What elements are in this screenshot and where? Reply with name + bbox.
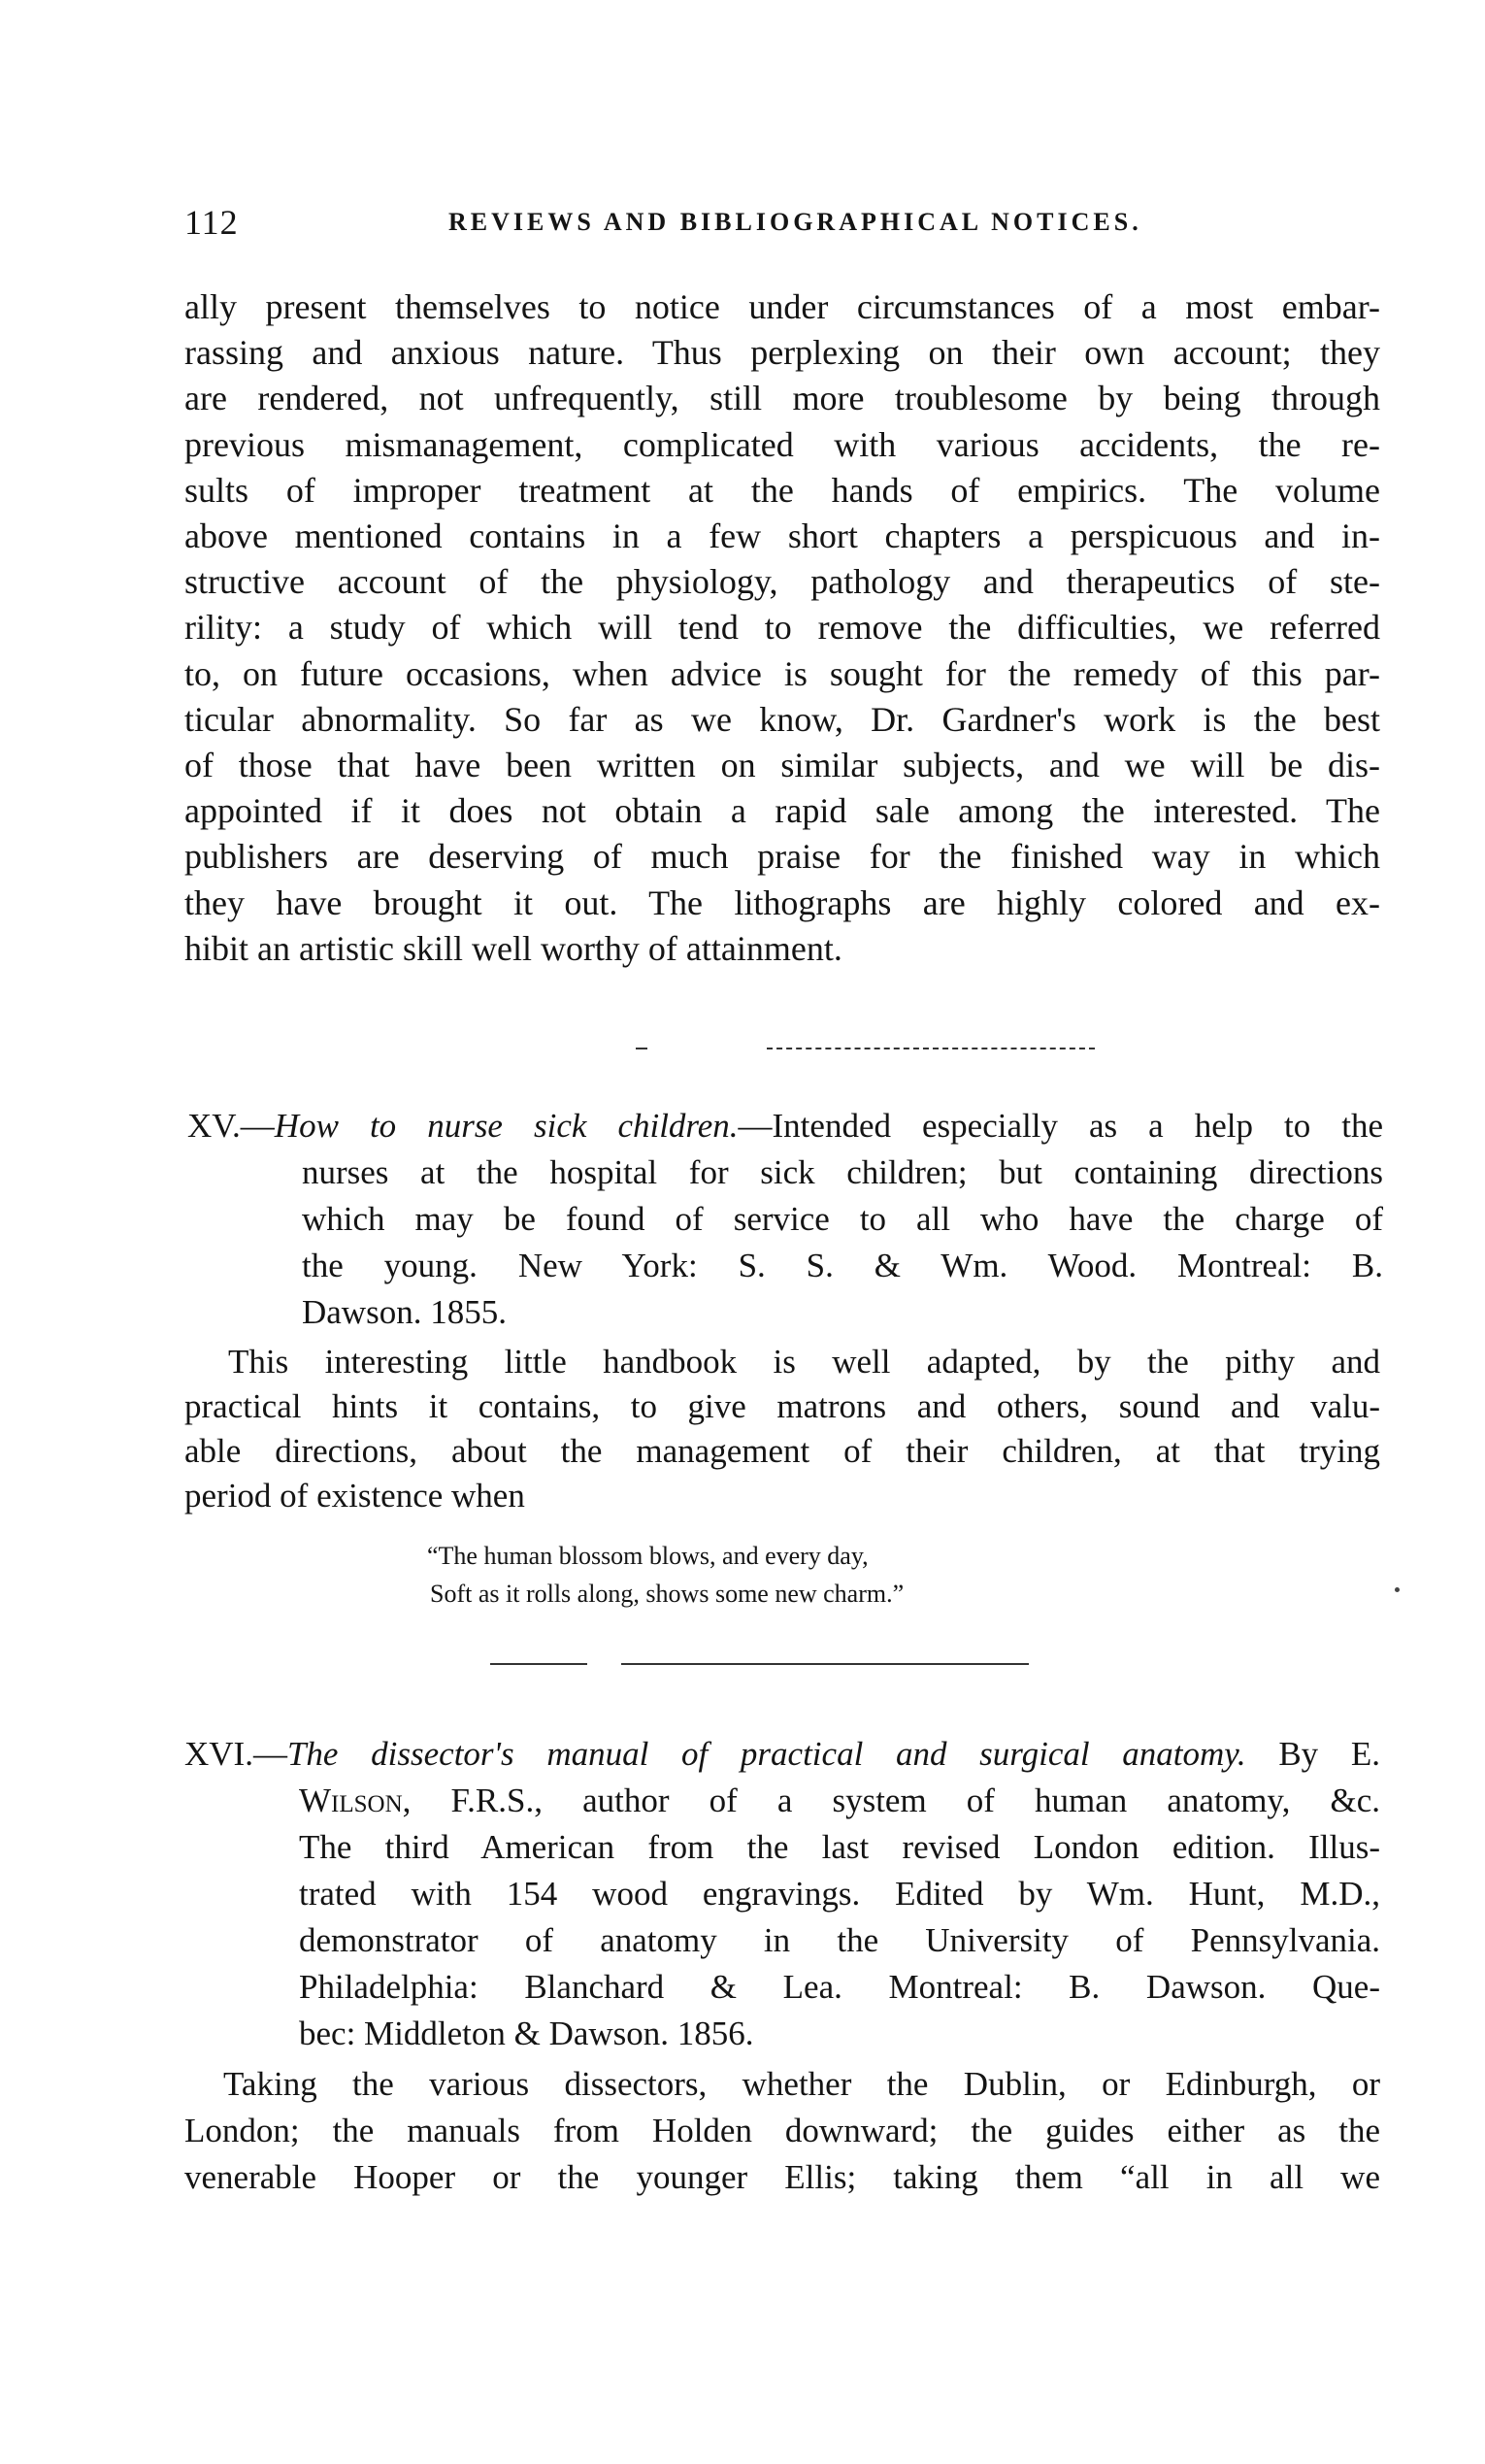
section-divider-rule bbox=[621, 1663, 1029, 1665]
review-paragraph-continuation bbox=[184, 284, 1380, 972]
entry-line: The third American from the last revised London edition. Illus- bbox=[299, 1828, 1380, 1866]
entry-line: Dawson. 1855. bbox=[302, 1293, 507, 1331]
text-line: venerable Hooper or the younger Ellis; taking them “all in all we bbox=[184, 2158, 1380, 2196]
text-line: publishers are deserving of much praise for the finished way in which bbox=[184, 837, 1380, 877]
text-line: they have brought it out. The lithographs are highly colored and ex- bbox=[184, 882, 1380, 922]
page-header bbox=[184, 202, 1378, 250]
entry-line: trated with 154 wood engravings. Edited by Wm. Hunt, M.D., bbox=[299, 1875, 1380, 1913]
review-entry-xvi bbox=[184, 1731, 1380, 2057]
page-number: 112 bbox=[184, 203, 239, 242]
entry-line: Philadelphia: Blanchard & Lea. Montreal: B. Dawson. Que- bbox=[299, 1968, 1380, 2006]
text-line: practical hints it contains, to give matrons and others, sound and valu- bbox=[184, 1387, 1380, 1425]
text-line: previous mismanagement, complicated with various accidents, the re- bbox=[184, 424, 1380, 464]
entry-line: demonstrator of anatomy in the University of Pennsylvania. bbox=[299, 1921, 1380, 1959]
entry-numeral: XV.— bbox=[187, 1107, 275, 1145]
verse-line: Soft as it rolls along, shows some new charm.” bbox=[430, 1580, 905, 1608]
entry-line: bec: Middleton & Dawson. 1856. bbox=[299, 2014, 754, 2052]
text-line: of those that have been written on similar subjects, and we will be dis- bbox=[184, 746, 1380, 785]
text-line: London; the manuals from Holden downward; the guides either as the bbox=[184, 2112, 1380, 2149]
text-line: above mentioned contains in a few short chapters a perspicuous and in- bbox=[184, 516, 1380, 556]
entry-line: the young. New York: S. S. & Wm. Wood. Montreal: B. bbox=[302, 1247, 1383, 1284]
entry-author-rest: , F.R.S., author of a system of human anatomy, &c. bbox=[402, 1781, 1380, 1819]
text-line: Taking the various dissectors, whether the Dublin, or Edinburgh, or bbox=[223, 2065, 1380, 2103]
entry-title: The dissector's manual of practical and surgical anatomy. bbox=[286, 1735, 1246, 1773]
text-line: able directions, about the management of their children, at that trying bbox=[184, 1432, 1380, 1470]
entry-heading-line bbox=[187, 1103, 1383, 1149]
section-divider-dash bbox=[636, 1048, 647, 1049]
text-line: ally present themselves to notice under circumstances of a most embar- bbox=[184, 287, 1380, 326]
entry-author-line bbox=[299, 1778, 1380, 1824]
entry-author: Wilson bbox=[299, 1781, 403, 1819]
entry-heading-rest: By E. bbox=[1245, 1735, 1380, 1773]
text-line: This interesting little handbook is well adapted, by the pithy and bbox=[228, 1343, 1380, 1381]
text-line: are rendered, not unfrequently, still more troublesome by being through bbox=[184, 379, 1380, 418]
entry-heading-line bbox=[184, 1731, 1380, 1778]
text-line: rassing and anxious nature. Thus perplexing on their own account; they bbox=[184, 333, 1380, 373]
entry-numeral: XVI.— bbox=[184, 1735, 287, 1773]
text-line: appointed if it does not obtain a rapid sale among the interested. The bbox=[184, 791, 1380, 831]
text-line: rility: a study of which will tend to remove the difficulties, we referred bbox=[184, 608, 1380, 648]
review-paragraph-xv bbox=[184, 1340, 1380, 1518]
text-line: hibit an artistic skill well worthy of attainment. bbox=[184, 928, 842, 968]
entry-line: which may be found of service to all who have the charge of bbox=[302, 1200, 1383, 1238]
section-divider-dash bbox=[490, 1663, 587, 1665]
text-line: sults of improper treatment at the hands of empirics. The volume bbox=[184, 470, 1380, 510]
text-line: to, on future occasions, when advice is sought for the remedy of this par- bbox=[184, 653, 1380, 693]
text-line: period of existence when bbox=[184, 1477, 525, 1515]
section-divider-rule bbox=[767, 1048, 1095, 1049]
running-head: REVIEWS AND BIBLIOGRAPHICAL NOTICES. bbox=[448, 208, 1142, 236]
review-entry-xv bbox=[187, 1103, 1383, 1336]
entry-heading-rest: —Intended especially as a help to the bbox=[738, 1107, 1384, 1145]
verse-line: “The human blossom blows, and every day, bbox=[427, 1542, 869, 1570]
verse-quotation bbox=[427, 1537, 1106, 1613]
entry-title: How to nurse sick children. bbox=[274, 1107, 739, 1145]
text-line: ticular abnormality. So far as we know, Dr. Gardner's work is the best bbox=[184, 699, 1380, 739]
review-paragraph-xvi bbox=[184, 2061, 1380, 2201]
stray-dot-mark bbox=[1395, 1587, 1400, 1592]
text-line: structive account of the physiology, pathology and therapeutics of ste- bbox=[184, 562, 1380, 602]
entry-line: nurses at the hospital for sick children; but containing directions bbox=[302, 1153, 1383, 1191]
